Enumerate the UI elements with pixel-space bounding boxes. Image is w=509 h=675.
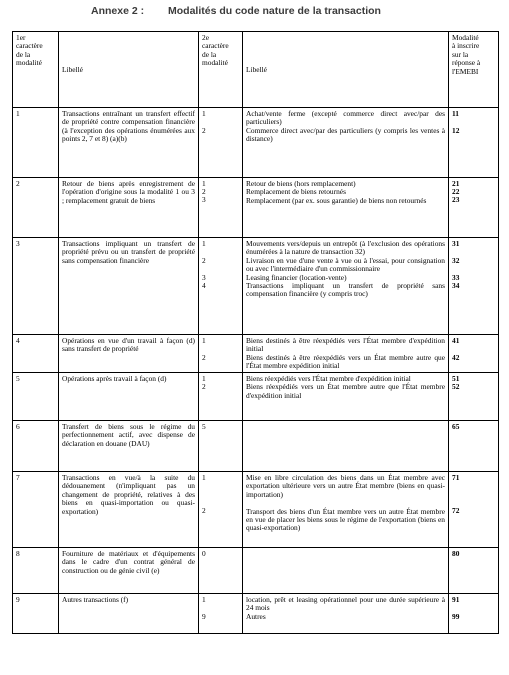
sub-label: Commerce direct avec/par des particuliers (y compris les ventes à distance)	[246, 125, 445, 144]
table-row	[13, 548, 499, 594]
first-char-cell: 8	[13, 548, 59, 594]
first-char-cell: 5	[13, 373, 59, 421]
sub-code: 3	[202, 273, 206, 282]
sub-label: Remplacement (par ex. sous garantie) de biens non retournés	[246, 195, 427, 205]
sub-label-cell	[243, 373, 449, 421]
sub-code: 2	[202, 353, 206, 362]
sub-code: 2	[202, 126, 206, 135]
modality-code-cell	[449, 373, 499, 421]
sub-label: Livraison en vue d'une vente à vue ou à l'essai, pour consignation ou avec l'intermédiaire d'un commissionnaire	[246, 255, 445, 274]
header-row	[13, 32, 499, 108]
category-label-cell: Autres transactions (f)	[59, 594, 199, 634]
sub-label: location, prêt et leasing opérationnel pour une durée supérieure à 24 mois	[246, 595, 445, 613]
header-label-2: Libellé	[243, 32, 449, 108]
sub-code: 1	[202, 109, 206, 118]
modality-code-cell: 80	[449, 548, 499, 594]
modality-value: 34	[452, 281, 460, 290]
sub-label-cell	[243, 472, 449, 548]
second-char-cell: 5	[199, 421, 243, 472]
header-modality: Modalité à inscrire sur la réponse à l'EMEBI	[449, 32, 499, 108]
header-first-char: 1er caractère de la modalité	[13, 32, 59, 108]
modality-value: 51	[452, 374, 460, 383]
table-row	[13, 594, 499, 634]
modality-value: 31	[452, 239, 460, 248]
sub-label-cell	[243, 178, 449, 238]
second-char-cell	[199, 178, 243, 238]
sub-label: Achat/vente ferme (excepté commerce direct avec/par des particuliers)	[246, 109, 445, 127]
modality-value: 22	[452, 187, 460, 196]
sub-code: 2	[202, 382, 206, 391]
sub-label: Mouvements vers/depuis un entrepôt (à l'exclusion des opérations énumérées à la nature de transaction 32)	[246, 239, 445, 257]
second-char-cell	[199, 472, 243, 548]
table-row	[13, 108, 499, 178]
category-label-cell: Transactions impliquant un transfert de propriété prévu ou un transfert de propriété sans compensation financière	[59, 238, 199, 335]
sub-code: 1	[202, 595, 206, 604]
first-char-cell: 4	[13, 335, 59, 373]
second-char-cell	[199, 594, 243, 634]
second-char-cell: 0	[199, 548, 243, 594]
modality-value: 99	[452, 612, 460, 621]
annex-label: Annexe 2 :	[91, 5, 145, 17]
sub-label-cell	[243, 238, 449, 335]
sub-label: Biens réexpédiés vers un État membre autre que l'État membre d'expédition initial	[246, 382, 445, 400]
modality-value: 72	[452, 506, 460, 516]
sub-code: 1	[202, 473, 206, 482]
modality-code-cell	[449, 238, 499, 335]
annex-title: Modalités du code nature de la transaction	[168, 5, 381, 17]
category-label-cell: Opérations après travail à façon (d)	[59, 373, 199, 421]
sub-label: Biens destinés à être réexpédiés vers un État membre autre que l'État membre expédition initial	[246, 352, 445, 371]
table-row	[13, 238, 499, 335]
first-char-cell: 6	[13, 421, 59, 472]
sub-code: 2	[202, 506, 206, 516]
sub-label-cell	[243, 421, 449, 472]
sub-label-cell	[243, 335, 449, 373]
table-row	[13, 335, 499, 373]
first-char-cell: 3	[13, 238, 59, 335]
sub-label: Transport des biens d'un État membre vers un autre État membre en vue de placer les biens sous le régime de l'exportation (biens en quasi-exportation)	[246, 506, 445, 533]
modality-code-cell	[449, 108, 499, 178]
second-char-cell	[199, 238, 243, 335]
sub-code: 2	[202, 187, 206, 196]
sub-code: 3	[202, 195, 206, 204]
modality-code-cell	[449, 472, 499, 548]
second-char-cell	[199, 108, 243, 178]
sub-label: Remplacement de biens retournés	[246, 187, 346, 197]
first-char-cell: 2	[13, 178, 59, 238]
category-label-cell: Retour de biens après enregistrement de l'opération d'origine sous la modalité 1 ou 3 ; remplacement gratuit de biens	[59, 178, 199, 238]
modality-value: 33	[452, 273, 460, 282]
modality-value: 11	[452, 109, 459, 118]
sub-code: 1	[202, 336, 206, 345]
second-char-cell	[199, 335, 243, 373]
first-char-cell: 1	[13, 108, 59, 178]
category-label-cell: Transactions en vue/à la suite du dédouanement (n'impliquant pas un changement de propriété, relatives à des biens en quasi-importation ou quasi-exportation)	[59, 472, 199, 548]
modality-value: 41	[452, 336, 460, 345]
sub-label: Retour de biens (hors remplacement)	[246, 179, 356, 188]
modality-code-cell	[449, 335, 499, 373]
transaction-nature-table	[12, 31, 499, 634]
sub-label: Autres	[246, 611, 266, 621]
sub-code: 1	[202, 179, 206, 188]
table-row	[13, 373, 499, 421]
first-char-cell: 7	[13, 472, 59, 548]
sub-label: Biens réexpédiés vers l'État membre d'expédition initial	[246, 374, 411, 383]
sub-label: Biens destinés à être réexpédiés vers l'État membre d'expédition initial	[246, 336, 445, 354]
second-char-cell	[199, 373, 243, 421]
modality-value: 71	[452, 473, 460, 482]
category-label-cell: Opérations en vue d'un travail à façon (d) sans transfert de propriété	[59, 335, 199, 373]
sub-code: 9	[202, 612, 206, 621]
modality-code-cell	[449, 178, 499, 238]
modality-value: 12	[452, 126, 460, 135]
first-char-cell: 9	[13, 594, 59, 634]
modality-value: 21	[452, 179, 460, 188]
sub-label: Leasing financier (location-vente)	[246, 272, 347, 282]
sub-code: 2	[202, 256, 206, 265]
table-row	[13, 472, 499, 548]
table-row	[13, 178, 499, 238]
modality-value: 32	[452, 256, 460, 265]
sub-label-cell	[243, 594, 449, 634]
category-label-cell: Fourniture de matériaux et d'équipements dans le cadre d'un contrat général de construction ou de génie civil (e)	[59, 548, 199, 594]
sub-code: 1	[202, 239, 206, 248]
sub-code: 4	[202, 281, 206, 290]
sub-label: Transactions impliquant un transfert de propriété sans compensation financière (y compris troc)	[246, 281, 445, 299]
header-label: Libellé	[59, 32, 199, 108]
modality-value: 52	[452, 382, 460, 391]
category-label-cell: Transactions entraînant un transfert effectif de propriété contre compensation financière (à l'exception des opérations énumérées aux points 2, 7 et 8) (a)(b)	[59, 108, 199, 178]
sub-label-cell	[243, 108, 449, 178]
table-row	[13, 421, 499, 472]
modality-value: 42	[452, 353, 460, 362]
modality-code-cell	[449, 594, 499, 634]
category-label-cell: Transfert de biens sous le régime du perfectionnement actif, avec dispense de déclaration en douane (DAU)	[59, 421, 199, 472]
modality-value: 23	[452, 195, 460, 204]
sub-label: Mise en libre circulation des biens dans un État membre avec exportation ultérieure vers un autre État membre (biens en quasi-importation)	[246, 473, 445, 499]
sub-label-cell	[243, 548, 449, 594]
sub-code: 1	[202, 374, 206, 383]
header-second-char: 2e caractère de la modalité	[199, 32, 243, 108]
modality-code-cell: 65	[449, 421, 499, 472]
modality-value: 91	[452, 595, 460, 604]
